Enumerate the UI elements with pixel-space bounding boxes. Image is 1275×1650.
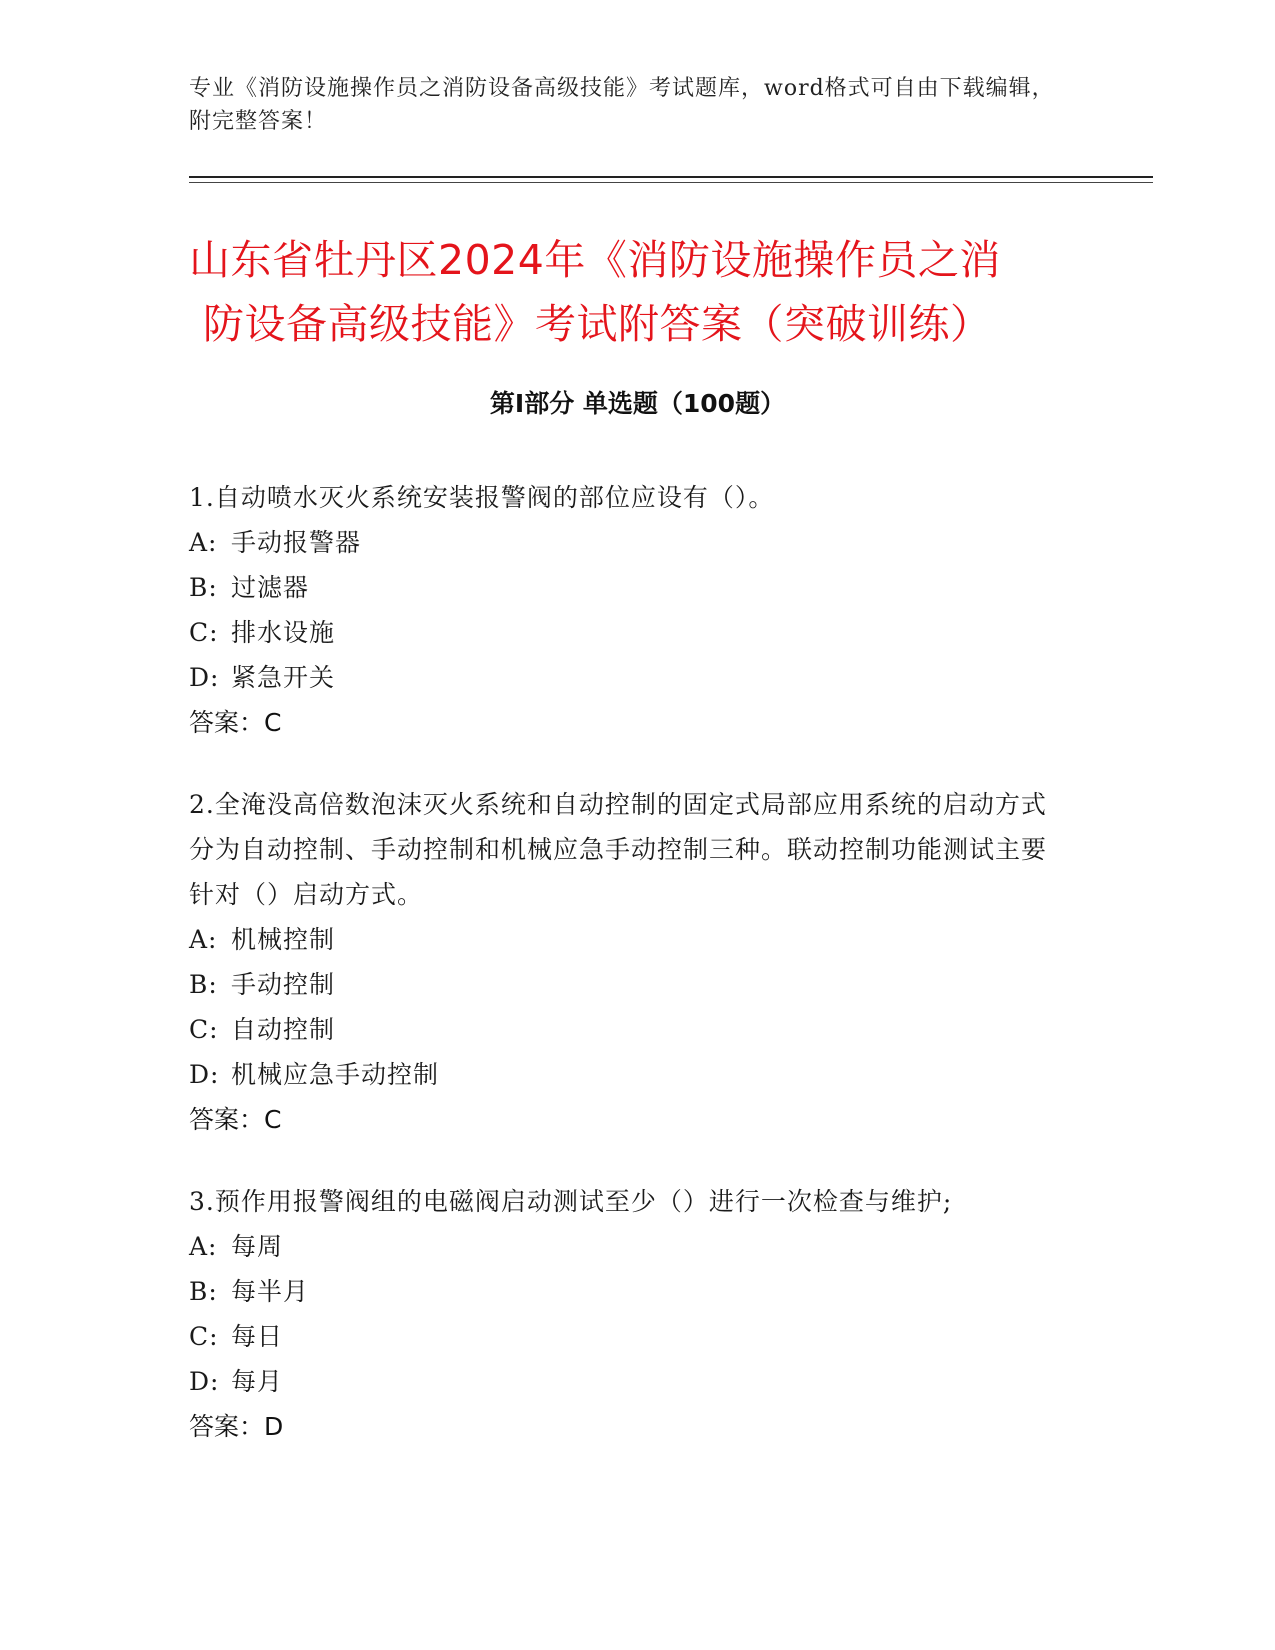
option-text: 手动控制 bbox=[231, 970, 336, 999]
document-title-line-1: 山东省牡丹区2024年《消防设施操作员之消 bbox=[189, 236, 1001, 284]
option-text: 机械控制 bbox=[231, 925, 336, 954]
option-c bbox=[189, 1314, 1069, 1359]
option-text: 每月 bbox=[231, 1367, 284, 1396]
answer: 答案：C bbox=[189, 1105, 282, 1134]
option-c bbox=[189, 610, 1069, 655]
question-stem: 2.全淹没高倍数泡沫灭火系统和自动控制的固定式局部应用系统的启动方式分为自动控制、手动控制和机械应急手动控制三种。联动控制功能测试主要针对（）启动方式。 bbox=[189, 790, 1048, 909]
question-2 bbox=[189, 782, 1069, 1142]
option-letter: B: bbox=[189, 573, 218, 602]
option-a bbox=[189, 917, 1069, 962]
question-1 bbox=[189, 475, 1069, 745]
option-a bbox=[189, 520, 1069, 565]
option-text: 每周 bbox=[231, 1232, 284, 1261]
option-text: 手动报警器 bbox=[231, 528, 362, 557]
option-letter: C: bbox=[189, 1015, 219, 1044]
option-letter: A: bbox=[189, 925, 218, 954]
answer: 答案：D bbox=[189, 1412, 284, 1441]
header-note: 专业《消防设施操作员之消防设备高级技能》考试题库，word格式可自由下载编辑，附完整答案！ bbox=[189, 76, 1055, 134]
question-stem: 1.自动喷水灭火系统安装报警阀的部位应设有（）。 bbox=[189, 483, 775, 512]
header-rule-thin bbox=[189, 182, 1153, 183]
option-letter: B: bbox=[189, 1277, 218, 1306]
option-letter: B: bbox=[189, 970, 218, 999]
answer: 答案：C bbox=[189, 708, 282, 737]
option-letter: C: bbox=[189, 1322, 219, 1351]
option-letter: A: bbox=[189, 528, 218, 557]
section-heading: 第Ⅰ部分 单选题（100题） bbox=[489, 389, 786, 418]
option-text: 紧急开关 bbox=[231, 663, 336, 692]
option-c bbox=[189, 1007, 1069, 1052]
option-letter: C: bbox=[189, 618, 219, 647]
header-rule-thick bbox=[189, 176, 1153, 178]
option-text: 过滤器 bbox=[231, 573, 310, 602]
option-d bbox=[189, 1052, 1069, 1097]
document-title-line-2: 防设备高级技能》考试附答案（突破训练） bbox=[203, 300, 992, 348]
question-stem: 3.预作用报警阀组的电磁阀启动测试至少（）进行一次检查与维护; bbox=[189, 1187, 953, 1216]
option-text: 自动控制 bbox=[231, 1015, 336, 1044]
option-d bbox=[189, 1359, 1069, 1404]
option-a bbox=[189, 1224, 1069, 1269]
document-title bbox=[189, 228, 1119, 356]
option-letter: D: bbox=[189, 1060, 220, 1089]
option-text: 每半月 bbox=[231, 1277, 310, 1306]
option-text: 每日 bbox=[231, 1322, 284, 1351]
option-text: 排水设施 bbox=[231, 618, 336, 647]
option-letter: A: bbox=[189, 1232, 218, 1261]
option-d bbox=[189, 655, 1069, 700]
option-b bbox=[189, 962, 1069, 1007]
option-b bbox=[189, 1269, 1069, 1314]
option-text: 机械应急手动控制 bbox=[231, 1060, 440, 1089]
question-list bbox=[189, 475, 1069, 1486]
option-letter: D: bbox=[189, 663, 220, 692]
option-letter: D: bbox=[189, 1367, 220, 1396]
option-b bbox=[189, 565, 1069, 610]
question-3 bbox=[189, 1179, 1069, 1449]
